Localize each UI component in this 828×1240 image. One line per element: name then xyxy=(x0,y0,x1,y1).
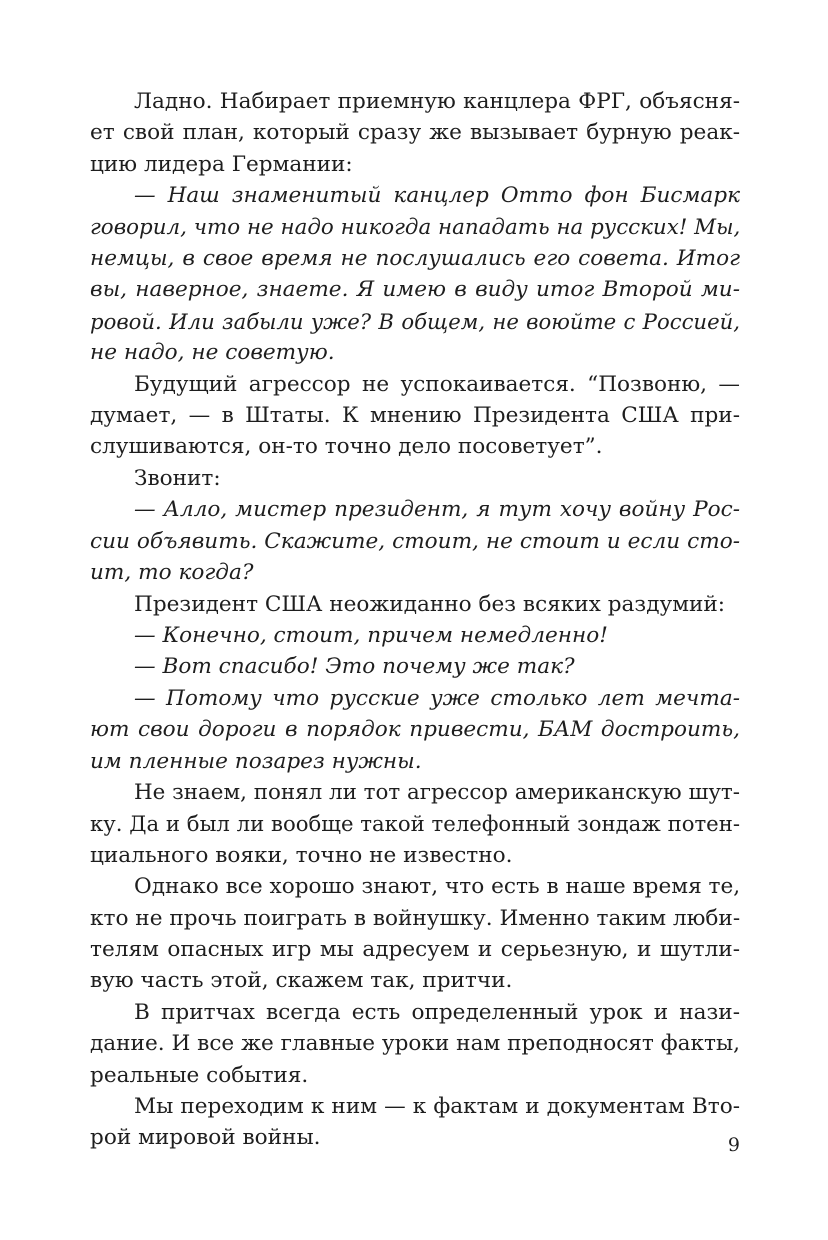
paragraph xyxy=(90,777,740,871)
text-line: циального вояки, точно не известно. xyxy=(90,842,513,868)
text-line: дание. И все же главные уроки нам преподносят факты, xyxy=(90,1031,740,1057)
text-line: Не знаем, понял ли тот агрессор американскую шут- xyxy=(134,779,740,805)
paragraph xyxy=(90,86,740,180)
quote-paragraph xyxy=(90,683,740,777)
text-line: сии объявить. Скажите, стоит, не стоит и если сто- xyxy=(90,528,740,554)
paragraph xyxy=(90,589,740,620)
paragraph xyxy=(90,369,740,463)
text-line: ит, то когда? xyxy=(90,560,254,586)
text-line: ровой. Или забыли уже? В общем, не воюйте с Россией, xyxy=(90,308,740,334)
text-line: Мы переходим к ним — к фактам и документам Вто- xyxy=(134,1094,740,1119)
text-line: немцы, в свое время не послушались его совета. Итог xyxy=(90,246,740,272)
paragraph xyxy=(90,463,740,494)
paragraph xyxy=(90,871,740,997)
text-line: — Потому что русские уже столько лет мечта- xyxy=(134,685,740,711)
quote-paragraph xyxy=(90,651,740,682)
text-line: слушиваются, он-то точно дело посоветует”. xyxy=(90,434,603,460)
text-line: ет свой план, который сразу же вызывает бурную реак- xyxy=(90,120,740,146)
text-line: Будущий агрессор не успокаивается. “Позвоню, — xyxy=(134,371,740,397)
quote-paragraph xyxy=(90,180,740,368)
quote-paragraph xyxy=(90,494,740,588)
text-line: — Вот спасибо! Это почему же так? xyxy=(134,654,575,680)
text-line: ку. Да и был ли вообще такой телефонный зондаж потен- xyxy=(90,811,740,837)
text-line: думает, — в Штаты. К мнению Президента США при- xyxy=(90,403,740,429)
paragraph xyxy=(90,1091,740,1154)
text-line: рой мировой войны. xyxy=(90,1125,321,1151)
text-line: вы, наверное, знаете. Я имею в виду итог Второй ми- xyxy=(90,277,740,303)
text-line: — Конечно, стоит, причем немедленно! xyxy=(134,622,608,648)
paragraph xyxy=(90,997,740,1091)
page-number: 9 xyxy=(727,1134,740,1156)
text-line: Звонит: xyxy=(134,465,221,491)
text-line: говорил, что не надо никогда нападать на русских! Мы, xyxy=(90,214,741,240)
text-line: цию лидера Германии: xyxy=(90,151,353,177)
text-line: реальные события. xyxy=(90,1062,309,1088)
text-line: Однако все хорошо знают, что есть в наше время те, xyxy=(134,874,741,900)
text-line: — Наш знаменитый канцлер Отто фон Бисмарк xyxy=(134,183,740,209)
text-line: вую часть этой, скажем так, притчи. xyxy=(90,968,513,994)
text-line: ют свои дороги в порядок привести, БАМ достроить, xyxy=(90,717,740,743)
text-line: не надо, не советую. xyxy=(90,340,335,366)
page-body xyxy=(90,86,740,1154)
text-line: В притчах всегда есть определенный урок и нази- xyxy=(134,999,740,1025)
text-line: кто не прочь поиграть в войнушку. Именно таким люби- xyxy=(90,905,741,931)
quote-paragraph xyxy=(90,620,740,651)
text-line: им пленные позарез нужны. xyxy=(90,748,422,774)
text-line: — Алло, мистер президент, я тут хочу войну Рос- xyxy=(134,497,740,523)
text-line: Президент США неожиданно без всяких раздумий: xyxy=(134,591,726,617)
text-line: Ладно. Набирает приемную канцлера ФРГ, объясня- xyxy=(134,89,740,114)
text-line: телям опасных игр мы адресуем и серьезную, и шутли- xyxy=(90,936,740,962)
